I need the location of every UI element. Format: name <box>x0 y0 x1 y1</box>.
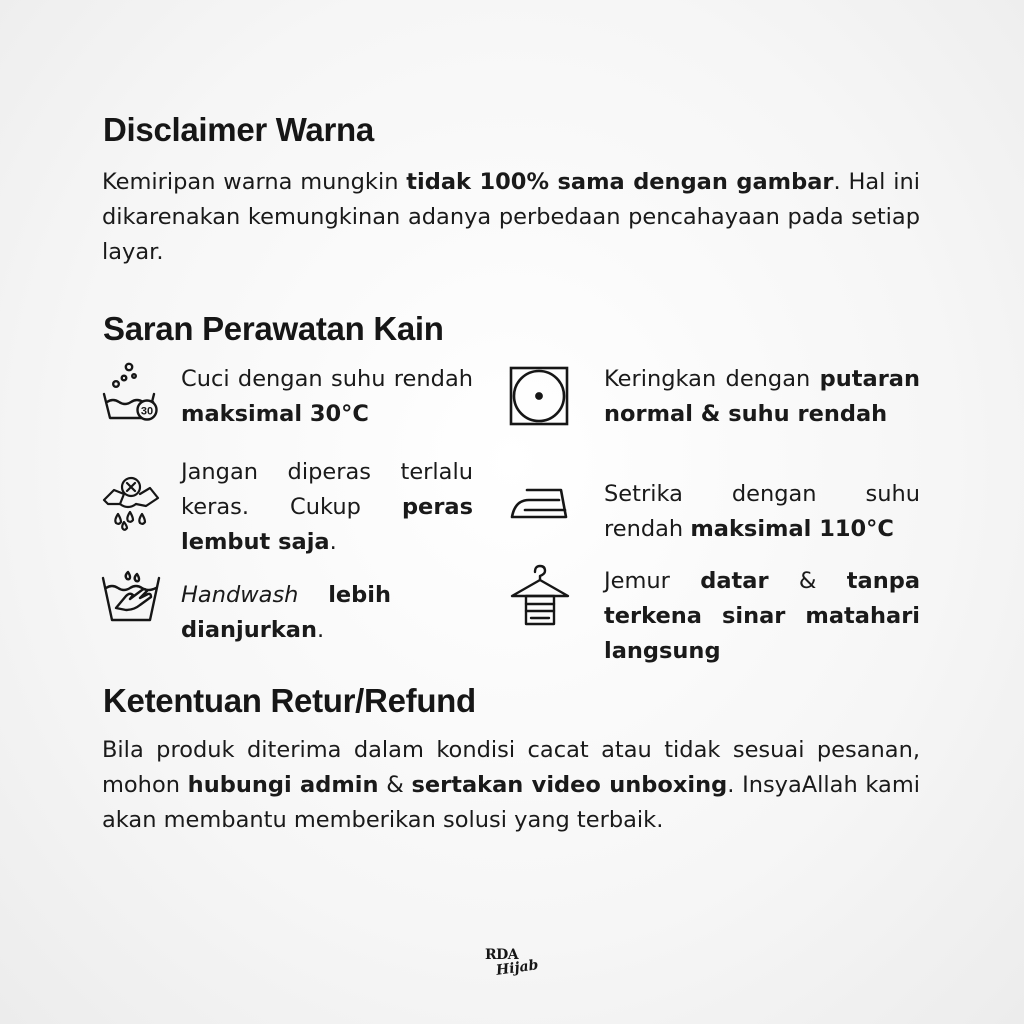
disclaimer-title: Disclaimer Warna <box>103 111 374 148</box>
care-item-text: Jemur datar & tanpa terkena sinar matahari langsung <box>604 568 920 664</box>
brand-logo: RDA Hijab <box>485 947 540 979</box>
refund-text: Bila produk diterima dalam kondisi cacat atau tidak sesuai pesanan, mohon hubungi admin & sertakan video unboxing. InsyaAllah kami akan membantu memberikan solusi yang terbaik. <box>102 737 921 833</box>
care-title: Saran Perawatan Kain <box>103 310 444 347</box>
hand-wash-icon <box>100 568 162 626</box>
dry-flat-shade-icon <box>509 564 571 626</box>
care-item-text: Cuci dengan suhu rendah maksimal 30°C <box>181 366 473 427</box>
svg-text:30: 30 <box>140 405 154 418</box>
refund-title: Ketentuan Retur/Refund <box>103 682 476 719</box>
care-item-text: Setrika dengan suhu rendah maksimal 110°C <box>604 481 920 542</box>
wash-30-icon <box>100 360 164 426</box>
care-item-text: Keringkan dengan putaran normal & suhu rendah <box>604 366 920 427</box>
care-item-text: Handwash lebih dianjurkan. <box>181 582 391 643</box>
tumble-dry-icon <box>509 366 569 426</box>
disclaimer-text: Kemiripan warna mungkin tidak 100% sama dengan gambar. Hal ini dikarenakan kemungkinan adanya perbedaan pencahayaan pada setiap layar. <box>102 169 920 265</box>
care-item-text: Jangan diperas terlalu keras. Cukup peras lembut saja. <box>181 459 473 555</box>
iron-low-icon <box>509 484 569 522</box>
do-not-wring-icon <box>100 474 162 534</box>
